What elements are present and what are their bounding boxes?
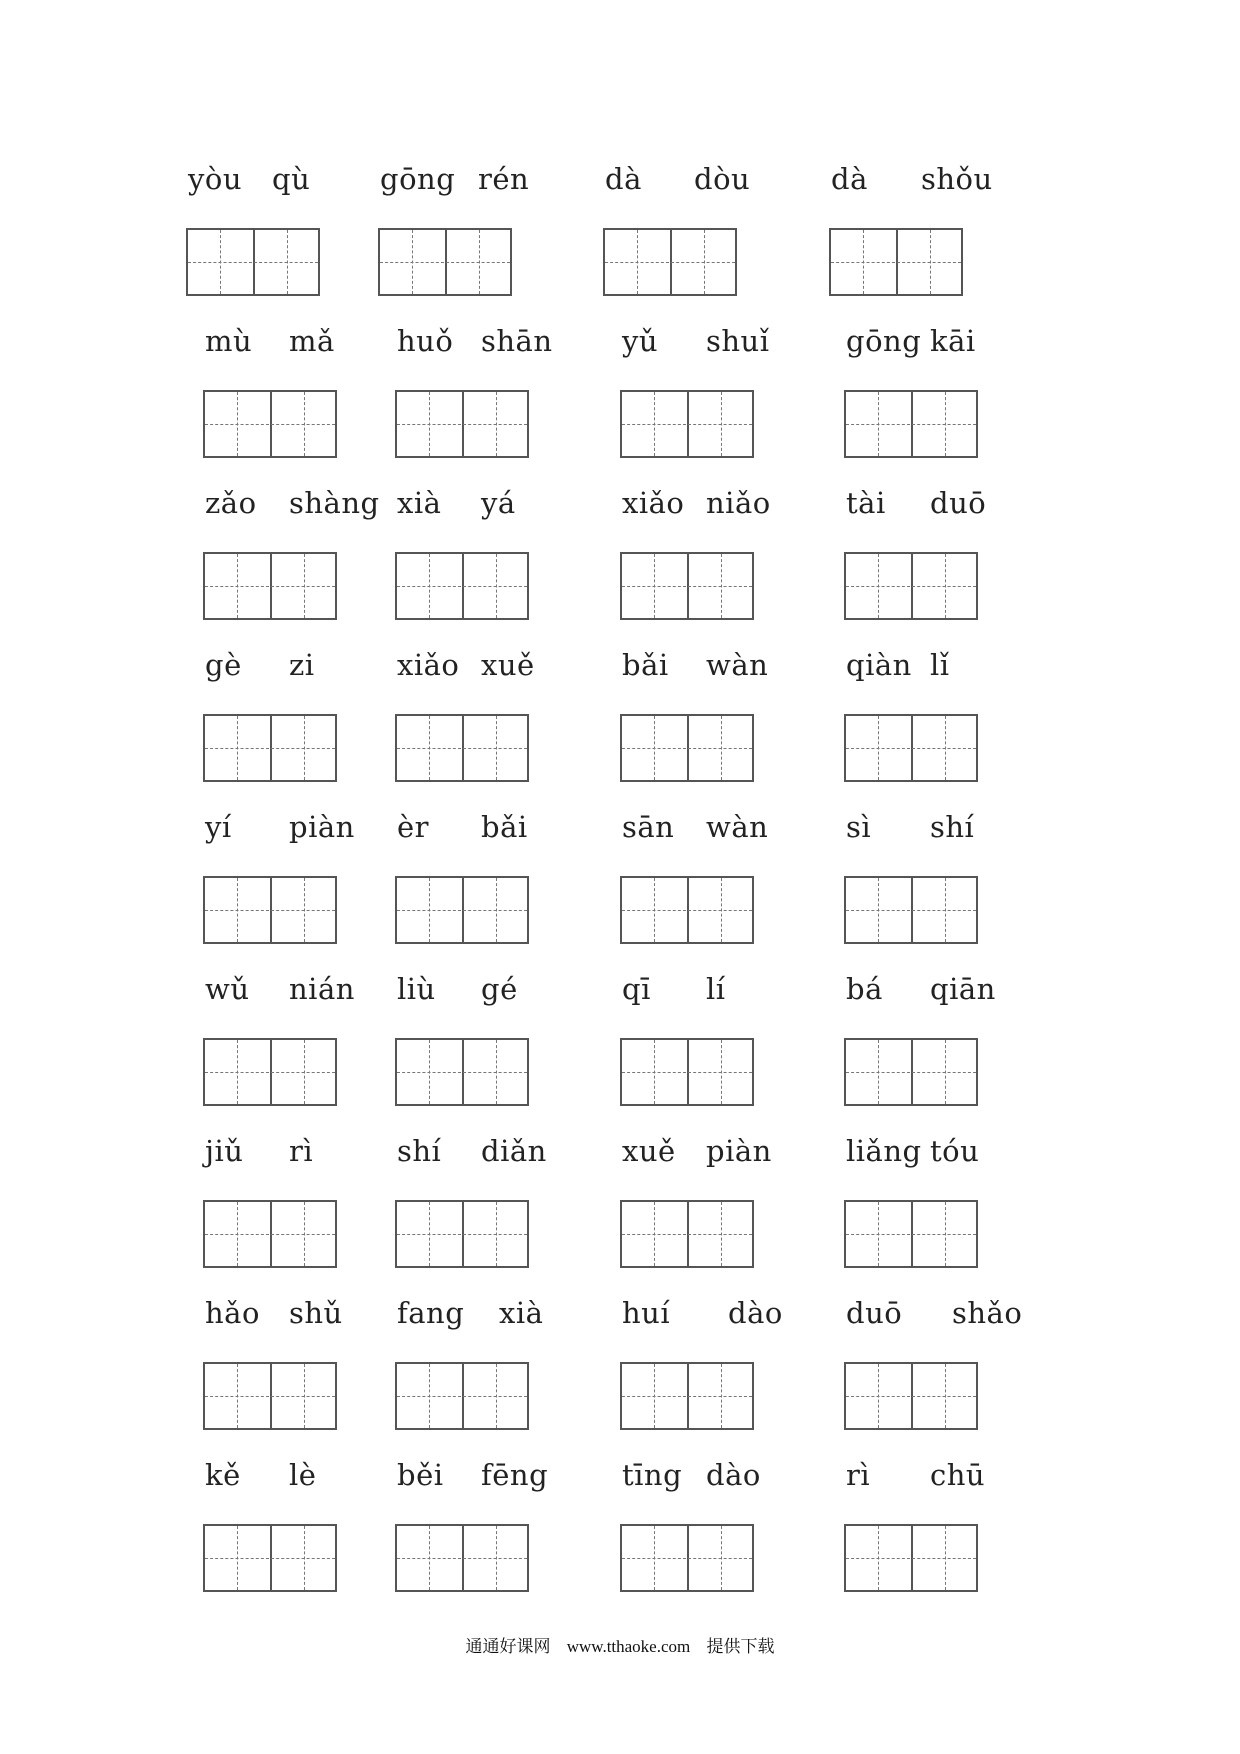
guide-line-horizontal — [205, 1234, 335, 1235]
guide-line-vertical — [945, 554, 946, 618]
guide-line-vertical — [721, 716, 722, 780]
guide-line-horizontal — [188, 262, 318, 263]
pinyin-syllable-2: rì — [289, 1134, 314, 1168]
writing-box[interactable] — [620, 390, 754, 458]
writing-box[interactable] — [620, 714, 754, 782]
pinyin-syllable-1: bǎi — [622, 648, 669, 682]
guide-line-vertical — [945, 392, 946, 456]
writing-box[interactable] — [203, 1362, 337, 1430]
writing-box[interactable] — [395, 1524, 529, 1592]
guide-line-vertical — [878, 392, 879, 456]
guide-line-vertical — [237, 1040, 238, 1104]
footer — [0, 1632, 1240, 1657]
pinyin-syllable-1: shí — [397, 1134, 442, 1168]
pinyin-syllable-2: qù — [272, 162, 311, 196]
guide-line-vertical — [220, 230, 221, 294]
writing-box[interactable] — [203, 390, 337, 458]
pinyin-syllable-2: shān — [481, 324, 553, 358]
writing-box[interactable] — [395, 876, 529, 944]
guide-line-vertical — [237, 1526, 238, 1590]
writing-box[interactable] — [203, 1524, 337, 1592]
pinyin-syllable-1: mù — [205, 324, 253, 358]
guide-line-vertical — [863, 230, 864, 294]
pinyin-syllable-2: chū — [930, 1458, 986, 1492]
guide-line-vertical — [304, 1202, 305, 1266]
guide-line-vertical — [304, 878, 305, 942]
guide-line-horizontal — [205, 586, 335, 587]
pinyin-syllable-1: tīng — [622, 1458, 683, 1492]
guide-line-vertical — [237, 1202, 238, 1266]
pinyin-syllable-2: diǎn — [481, 1134, 547, 1168]
pinyin-syllable-2: lí — [706, 972, 726, 1006]
pinyin-syllable-1: xià — [397, 486, 442, 520]
guide-line-vertical — [721, 1040, 722, 1104]
writing-box[interactable] — [378, 228, 512, 296]
guide-line-horizontal — [397, 1072, 527, 1073]
guide-line-vertical — [721, 1364, 722, 1428]
guide-line-vertical — [654, 392, 655, 456]
writing-box[interactable] — [844, 390, 978, 458]
guide-line-horizontal — [397, 586, 527, 587]
pinyin-syllable-2: dòu — [694, 162, 751, 196]
writing-box[interactable] — [395, 390, 529, 458]
guide-line-vertical — [654, 878, 655, 942]
pinyin-syllable-2: lǐ — [930, 648, 950, 682]
guide-line-vertical — [878, 1040, 879, 1104]
pinyin-syllable-1: èr — [397, 810, 430, 844]
guide-line-vertical — [945, 878, 946, 942]
guide-line-horizontal — [622, 586, 752, 587]
pinyin-syllable-2: mǎ — [289, 324, 335, 358]
guide-line-vertical — [496, 878, 497, 942]
pinyin-syllable-1: gè — [205, 648, 242, 682]
guide-line-horizontal — [846, 1396, 976, 1397]
writing-box[interactable] — [620, 1362, 754, 1430]
pinyin-syllable-1: xuě — [622, 1134, 676, 1168]
guide-line-vertical — [654, 716, 655, 780]
guide-line-vertical — [429, 1526, 430, 1590]
guide-line-vertical — [429, 716, 430, 780]
writing-box[interactable] — [395, 1362, 529, 1430]
pinyin-syllable-2: bǎi — [481, 810, 528, 844]
writing-box[interactable] — [620, 552, 754, 620]
pinyin-syllable-2: duō — [930, 486, 987, 520]
guide-line-vertical — [496, 554, 497, 618]
guide-line-vertical — [721, 1202, 722, 1266]
pinyin-syllable-1: liù — [397, 972, 436, 1006]
writing-box[interactable] — [620, 1524, 754, 1592]
writing-box[interactable] — [829, 228, 963, 296]
pinyin-syllable-1: huǒ — [397, 324, 454, 358]
pinyin-syllable-2: dào — [728, 1296, 783, 1330]
guide-line-horizontal — [397, 910, 527, 911]
guide-line-vertical — [429, 1202, 430, 1266]
guide-line-vertical — [496, 392, 497, 456]
guide-line-horizontal — [622, 748, 752, 749]
writing-box[interactable] — [844, 1038, 978, 1106]
pinyin-syllable-2: shǎo — [952, 1296, 1023, 1330]
writing-box[interactable] — [395, 714, 529, 782]
pinyin-syllable-2: xuě — [481, 648, 535, 682]
writing-box[interactable] — [844, 1362, 978, 1430]
guide-line-horizontal — [846, 910, 976, 911]
guide-line-horizontal — [846, 748, 976, 749]
pinyin-syllable-2: kāi — [930, 324, 976, 358]
guide-line-vertical — [429, 878, 430, 942]
guide-line-horizontal — [846, 1234, 976, 1235]
guide-line-horizontal — [622, 1234, 752, 1235]
guide-line-vertical — [429, 392, 430, 456]
pinyin-syllable-1: liǎng — [846, 1134, 922, 1168]
pinyin-syllable-1: bá — [846, 972, 883, 1006]
pinyin-syllable-1: yǔ — [622, 324, 659, 358]
pinyin-syllable-1: xiǎo — [622, 486, 685, 520]
guide-line-vertical — [945, 1526, 946, 1590]
pinyin-syllable-2: xià — [499, 1296, 544, 1330]
guide-line-vertical — [878, 1202, 879, 1266]
writing-box[interactable] — [203, 1038, 337, 1106]
guide-line-vertical — [945, 716, 946, 780]
writing-box[interactable] — [844, 876, 978, 944]
guide-line-horizontal — [622, 424, 752, 425]
guide-line-vertical — [878, 878, 879, 942]
writing-box[interactable] — [203, 714, 337, 782]
writing-box[interactable] — [844, 714, 978, 782]
guide-line-vertical — [237, 392, 238, 456]
pinyin-syllable-1: sì — [846, 810, 872, 844]
guide-line-horizontal — [205, 910, 335, 911]
pinyin-syllable-1: tài — [846, 486, 886, 520]
guide-line-horizontal — [846, 1558, 976, 1559]
pinyin-syllable-2: zi — [289, 648, 315, 682]
pinyin-syllable-1: qiàn — [846, 648, 912, 682]
pinyin-syllable-1: jiǔ — [205, 1134, 244, 1168]
guide-line-vertical — [878, 554, 879, 618]
pinyin-syllable-1: gōng — [380, 162, 456, 196]
guide-line-vertical — [654, 1364, 655, 1428]
pinyin-syllable-1: yòu — [188, 162, 243, 196]
guide-line-vertical — [496, 716, 497, 780]
guide-line-vertical — [304, 1526, 305, 1590]
pinyin-syllable-2: rén — [478, 162, 530, 196]
pinyin-syllable-2: piàn — [706, 1134, 772, 1168]
guide-line-vertical — [654, 1202, 655, 1266]
guide-line-horizontal — [397, 1234, 527, 1235]
pinyin-syllable-1: dà — [831, 162, 868, 196]
guide-line-vertical — [704, 230, 705, 294]
guide-line-horizontal — [205, 1558, 335, 1559]
guide-line-vertical — [479, 230, 480, 294]
pinyin-syllable-1: wǔ — [205, 972, 250, 1006]
guide-line-vertical — [237, 716, 238, 780]
writing-box[interactable] — [603, 228, 737, 296]
writing-box[interactable] — [203, 552, 337, 620]
guide-line-vertical — [304, 716, 305, 780]
guide-line-horizontal — [605, 262, 735, 263]
pinyin-syllable-2: wàn — [706, 648, 769, 682]
writing-box[interactable] — [395, 552, 529, 620]
pinyin-syllable-2: tóu — [930, 1134, 980, 1168]
pinyin-syllable-1: duō — [846, 1296, 903, 1330]
pinyin-syllable-2: piàn — [289, 810, 355, 844]
pinyin-syllable-1: qī — [622, 972, 651, 1006]
pinyin-syllable-1: zǎo — [205, 486, 257, 520]
pinyin-syllable-1: běi — [397, 1458, 444, 1492]
pinyin-syllable-1: huí — [622, 1296, 671, 1330]
pinyin-syllable-1: gōng — [846, 324, 922, 358]
pinyin-syllable-1: sān — [622, 810, 675, 844]
guide-line-vertical — [930, 230, 931, 294]
guide-line-vertical — [429, 1040, 430, 1104]
guide-line-vertical — [637, 230, 638, 294]
guide-line-horizontal — [205, 1396, 335, 1397]
guide-line-vertical — [654, 1040, 655, 1104]
guide-line-vertical — [721, 1526, 722, 1590]
guide-line-vertical — [496, 1526, 497, 1590]
guide-line-vertical — [496, 1040, 497, 1104]
writing-box[interactable] — [844, 1200, 978, 1268]
writing-box[interactable] — [203, 876, 337, 944]
guide-line-vertical — [945, 1040, 946, 1104]
pinyin-syllable-2: lè — [289, 1458, 317, 1492]
footer-site-name: 通通好课网 — [465, 1637, 551, 1656]
pinyin-syllable-1: yí — [205, 810, 232, 844]
writing-box[interactable] — [395, 1200, 529, 1268]
guide-line-vertical — [304, 554, 305, 618]
pinyin-syllable-2: niǎo — [706, 486, 771, 520]
guide-line-horizontal — [622, 1396, 752, 1397]
guide-line-horizontal — [846, 1072, 976, 1073]
guide-line-vertical — [237, 1364, 238, 1428]
guide-line-horizontal — [205, 424, 335, 425]
guide-line-vertical — [878, 716, 879, 780]
pinyin-syllable-1: fang — [397, 1296, 465, 1330]
writing-box[interactable] — [844, 1524, 978, 1592]
pinyin-syllable-1: dà — [605, 162, 642, 196]
guide-line-horizontal — [622, 1072, 752, 1073]
pinyin-syllable-2: yá — [481, 486, 516, 520]
guide-line-vertical — [304, 1040, 305, 1104]
guide-line-horizontal — [397, 748, 527, 749]
guide-line-horizontal — [622, 1558, 752, 1559]
guide-line-horizontal — [397, 1558, 527, 1559]
guide-line-vertical — [496, 1364, 497, 1428]
pinyin-syllable-2: shí — [930, 810, 975, 844]
pinyin-syllable-2: gé — [481, 972, 518, 1006]
guide-line-vertical — [654, 554, 655, 618]
guide-line-vertical — [496, 1202, 497, 1266]
pinyin-syllable-1: kě — [205, 1458, 241, 1492]
pinyin-syllable-2: fēng — [481, 1458, 549, 1492]
guide-line-vertical — [237, 554, 238, 618]
writing-box[interactable] — [620, 1200, 754, 1268]
guide-line-vertical — [304, 1364, 305, 1428]
guide-line-vertical — [878, 1364, 879, 1428]
guide-line-vertical — [878, 1526, 879, 1590]
guide-line-horizontal — [205, 748, 335, 749]
guide-line-horizontal — [831, 262, 961, 263]
guide-line-horizontal — [846, 424, 976, 425]
writing-box[interactable] — [203, 1200, 337, 1268]
writing-box[interactable] — [620, 876, 754, 944]
guide-line-vertical — [287, 230, 288, 294]
guide-line-horizontal — [846, 586, 976, 587]
guide-line-vertical — [304, 392, 305, 456]
guide-line-vertical — [721, 392, 722, 456]
guide-line-vertical — [945, 1364, 946, 1428]
guide-line-vertical — [945, 1202, 946, 1266]
pinyin-syllable-1: xiǎo — [397, 648, 460, 682]
pinyin-syllable-2: shǔ — [289, 1296, 343, 1330]
writing-box[interactable] — [620, 1038, 754, 1106]
footer-url[interactable]: www.tthaoke.com — [566, 1637, 691, 1656]
pinyin-syllable-2: qiān — [930, 972, 996, 1006]
guide-line-horizontal — [205, 1072, 335, 1073]
guide-line-vertical — [721, 554, 722, 618]
guide-line-vertical — [721, 878, 722, 942]
pinyin-syllable-1: hǎo — [205, 1296, 260, 1330]
pinyin-syllable-2: nián — [289, 972, 355, 1006]
pinyin-syllable-2: dào — [706, 1458, 761, 1492]
guide-line-horizontal — [397, 424, 527, 425]
pinyin-syllable-1: rì — [846, 1458, 871, 1492]
guide-line-vertical — [654, 1526, 655, 1590]
footer-suffix: 提供下载 — [706, 1637, 775, 1656]
guide-line-vertical — [429, 1364, 430, 1428]
pinyin-syllable-2: wàn — [706, 810, 769, 844]
guide-line-vertical — [237, 878, 238, 942]
guide-line-horizontal — [622, 910, 752, 911]
writing-box[interactable] — [186, 228, 320, 296]
guide-line-horizontal — [380, 262, 510, 263]
guide-line-horizontal — [397, 1396, 527, 1397]
pinyin-syllable-2: shàng — [289, 486, 380, 520]
writing-box[interactable] — [395, 1038, 529, 1106]
guide-line-vertical — [429, 554, 430, 618]
pinyin-syllable-2: shǒu — [921, 162, 993, 196]
guide-line-vertical — [412, 230, 413, 294]
writing-box[interactable] — [844, 552, 978, 620]
pinyin-syllable-2: shuǐ — [706, 324, 770, 358]
